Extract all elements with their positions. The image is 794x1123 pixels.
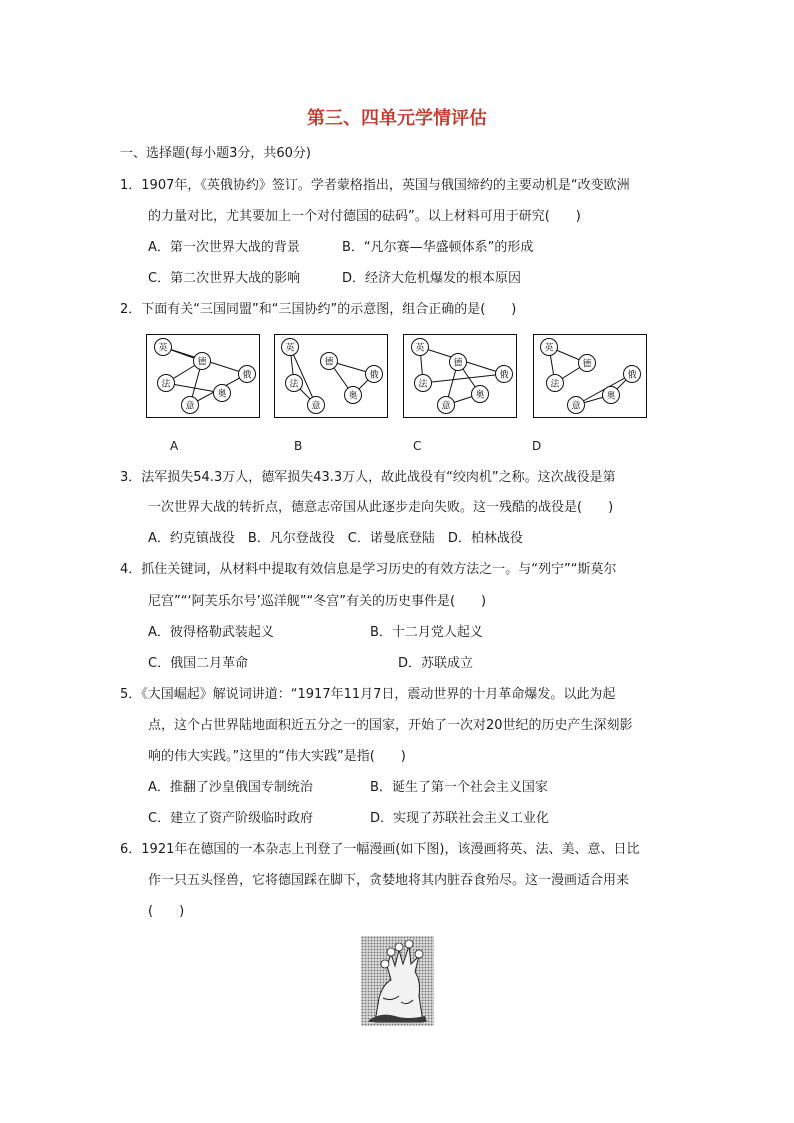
node-e: 俄 — [627, 370, 637, 381]
node-de: 德 — [197, 357, 207, 368]
node-e: 俄 — [499, 370, 509, 381]
section-heading: 一、选择题(每小题3分，共60分) — [120, 146, 311, 161]
node-e: 俄 — [369, 370, 379, 381]
diagram-label-c: C — [413, 439, 422, 453]
question-1-line-2: 的力量对比，尤其要加上一个对付德国的砝码”。以上材料可用于研究( ) — [148, 209, 581, 224]
node-de: 德 — [582, 359, 592, 370]
node-fa: 法 — [418, 379, 428, 390]
question-6-line-2: 作一只五头怪兽，它将德国踩在脚下，贪婪地将其内脏吞食殆尽。这一漫画适合用来 — [148, 873, 630, 888]
page-title: 第三、四单元学情评估 — [307, 108, 487, 129]
question-1-option-c[interactable]: C．第二次世界大战的影响 — [148, 271, 301, 286]
alliance-diagram-c[interactable] — [403, 334, 517, 418]
question-5-line-1: 5．《大国崛起》解说词讲道：“1917年11月7日，震动世界的十月革命爆发。以此为起 — [120, 687, 616, 702]
question-6-line-1: 6．1921年在德国的一本杂志上刊登了一幅漫画(如下图)，该漫画将英、法、美、意、日比 — [120, 842, 640, 857]
question-3-line-1: 3．法军损失54.3万人，德军损失43.3万人，故此战役有“绞肉机”之称。这次战役是第 — [120, 470, 616, 485]
question-4-option-c[interactable]: C．俄国二月革命 — [148, 656, 249, 671]
question-1-option-d[interactable]: D．经济大危机爆发的根本原因 — [342, 271, 522, 286]
node-ying: 英 — [544, 343, 554, 354]
question-3-options[interactable]: A．约克镇战役 B．凡尔登战役 C．诺曼底登陆 D．柏林战役 — [148, 531, 523, 546]
question-3-line-2: 一次世界大战的转折点，德意志帝国从此逐步走向失败。这一残酷的战役是( ) — [148, 500, 614, 515]
node-yi: 意 — [311, 401, 321, 412]
node-ao: 奥 — [348, 391, 358, 402]
node-ying: 英 — [285, 343, 295, 354]
node-ao: 奥 — [217, 389, 227, 400]
five-headed-monster-cartoon — [361, 936, 434, 1026]
diagram-label-a: A — [170, 439, 179, 453]
node-ao: 奥 — [606, 391, 616, 402]
question-5-line-3: 响的伟大实践。”这里的“伟大实践”是指( ) — [148, 749, 406, 764]
diagram-label-d: D — [532, 439, 542, 453]
node-ying: 英 — [415, 343, 425, 354]
node-de: 德 — [453, 358, 463, 369]
alliance-diagram-a[interactable] — [146, 334, 260, 418]
question-5-option-d[interactable]: D．实现了苏联社会主义工业化 — [370, 811, 550, 826]
question-4-line-1: 4．抓住关键词，从材料中提取有效信息是学习历史的有效方法之一。与“列宁”“斯莫尔 — [120, 562, 617, 577]
question-4-line-2: 尼宫”“‘阿芙乐尔号’巡洋舰”“冬宫”有关的历史事件是( ) — [148, 594, 487, 609]
diagram-label-b: B — [294, 439, 303, 453]
question-5-option-b[interactable]: B．诞生了第一个社会主义国家 — [370, 780, 548, 795]
question-4-option-a[interactable]: A．彼得格勒武装起义 — [148, 625, 274, 640]
node-ao: 奥 — [475, 390, 485, 401]
question-6-line-3: ( ) — [148, 904, 185, 919]
node-fa: 法 — [161, 379, 171, 390]
alliance-diagram-d[interactable] — [533, 334, 647, 418]
question-5-option-c[interactable]: C．建立了资产阶级临时政府 — [148, 811, 314, 826]
node-yi: 意 — [571, 401, 581, 412]
node-e: 俄 — [242, 370, 252, 381]
question-1-line-1: 1．1907年，《英俄协约》签订。学者蒙格指出，英国与俄国缔约的主要动机是“改变欧洲 — [120, 178, 630, 193]
node-yi: 意 — [441, 401, 451, 412]
question-4-option-d[interactable]: D．苏联成立 — [398, 656, 474, 671]
question-2-line: 2．下面有关“三国同盟”和“三国协约”的示意图，组合正确的是( ) — [120, 302, 517, 317]
node-yi: 意 — [185, 401, 195, 412]
question-1-option-a[interactable]: A．第一次世界大战的背景 — [148, 240, 300, 255]
question-5-option-a[interactable]: A．推翻了沙皇俄国专制统治 — [148, 780, 313, 795]
node-ying: 英 — [158, 343, 168, 354]
question-4-option-b[interactable]: B．十二月党人起义 — [370, 625, 483, 640]
alliance-diagram-b[interactable] — [274, 334, 388, 418]
node-de: 德 — [324, 357, 334, 368]
question-5-line-2: 点，这个占世界陆地面积近五分之一的国家，开始了一次对20世纪的历史产生深刻影 — [148, 718, 633, 733]
node-fa: 法 — [550, 379, 560, 390]
node-fa: 法 — [289, 379, 299, 390]
question-1-option-b[interactable]: B．“凡尔赛—华盛顿体系”的形成 — [342, 240, 534, 255]
